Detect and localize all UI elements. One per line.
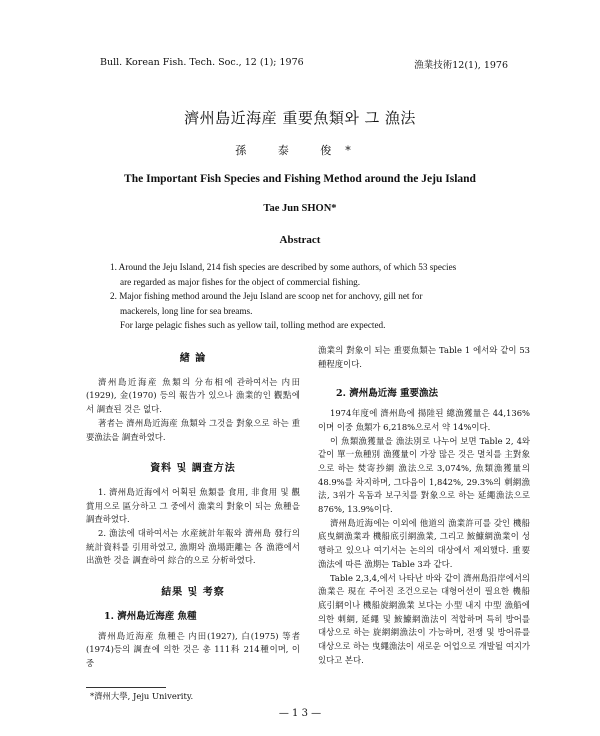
author-english: Tae Jun SHON*: [263, 203, 337, 214]
right-column: [318, 344, 530, 667]
abstract-body: [110, 260, 510, 333]
methods-heading: 資料 및 調査方法: [150, 463, 236, 475]
paragraph: Table 2,3,4,에서 나타난 바와 같이 濟州島沿岸에서의 漁業은 現在 주어진 조건으로는 대형어선이 필요한 機船底引網이나 機船旋網漁業 보다는 小型 내지 中型 漁船에 의한 刺網, 延繩 및 鮟鱇網漁法이 적합하며 특히 방어를 대상으로 하는 旋網網漁法이 가능하며, 전쟁 및 방어류를 대상으로 하는 曳繩漁法이 새로운 어업으로 개발될 여지가 있다고 본다.: [318, 572, 530, 665]
paper-title-korean: 濟州島近海産 重要魚類와 그 漁法: [184, 109, 416, 127]
results-heading: 結果 및 考察: [161, 587, 225, 599]
footnote-rule: [86, 687, 166, 688]
journal-citation-korean: 漁業技術12(1), 1976: [414, 60, 508, 71]
paragraph: 1. 濟州島近海에서 어획된 魚類를 食用, 非食用 및 觀賞用으로 區分하고 그 중에서 漁業의 對象이 되는 魚種을 調査하였다.: [86, 486, 300, 525]
paragraph: 著者는 濟州島近海産 魚類와 그것을 對象으로 하는 重要漁法을 調査하였다.: [86, 417, 300, 442]
abstract-line: 2. Major fishing method around the Jeju Island are scoop net for anchovy, gill net for: [110, 291, 423, 302]
footnote: *濟州大學, Jeju Univerity.: [90, 691, 194, 701]
paragraph: 1974年度에 濟州島에 揚陸된 總漁獲量은 44,136%이며 이중 魚類가 6,218%으로서 약 14%이다.: [318, 408, 530, 432]
abstract-heading: Abstract: [279, 234, 321, 246]
paragraph: 濟州島近海産 魚種은 内田(1927), 白(1975) 等者(1974)등의 調査에 의한 것은 총 111科 214種이며, 이 중: [86, 630, 300, 668]
paragraph: 漁業의 對象이 되는 重要魚類는 Table 1 에서와 같이 53種程度이다.: [318, 345, 530, 369]
abstract-line: 1. Around the Jeju Island, 214 fish species are described by some authors, of which 53 species: [110, 262, 457, 272]
subsection-heading: 2. 濟州島近海 重要漁法: [336, 388, 439, 400]
left-column: [86, 344, 300, 671]
abstract-line: mackerels, long line for sea breams.: [120, 305, 253, 316]
abstract-line: For large pelagic fishes such as yellow tail, tolling method are expected.: [120, 320, 386, 331]
paragraph: 2. 漁法에 대하여서는 水産統計年報와 濟州島 發行의 統計資料를 引用하였고, 漁期와 漁場距離는 各 漁港에서 出漁한 것을 調査하여 綜合的으로 分析하였다.: [86, 528, 300, 566]
paragraph: 이 魚類漁獲量을 漁法別로 나누어 보면 Table 2, 4와 같이 單一魚種別 漁獲量이 가장 많은 것은 멸치를 主對象으로 하는 焚寄抄網 漁法으로 3,074%, 魚類漁獲量의 48.9%를 차지하며, 그다음이 1,842%, 29.3%의 刺網漁法, 3위가 옥돔과 보구치를 對象으로 하는 延繩漁法으로 876%, 13.9%이다.: [318, 435, 530, 515]
paper-title-english: The Important Fish Species and Fishing Method around the Jeju Island: [124, 173, 476, 185]
abstract-line: are regarded as major fishes for the object of commercial fishing.: [120, 276, 361, 287]
page-number: — 1 3 —: [278, 708, 322, 719]
subsection-heading: 1. 濟州島近海産 魚種: [104, 610, 197, 622]
journal-citation: Bull. Korean Fish. Tech. Soc., 12 (1); 1976: [100, 57, 304, 68]
paragraph: 濟州島近海에는 이외에 他道의 漁業許可를 갖인 機船底曳網漁業과 機船底引網漁業, 그리고 鮟鱇網漁業이 성행하고 있으나 여기서는 논의의 대상에서 제외했다. 重要漁法에 따른 漁期는 Table 3과 같다.: [318, 517, 530, 569]
paragraph: 濟州島近海産 魚類의 分布相에 관하여서는 内田(1929), 金(1970) 등의 報告가 있으나 漁業的인 觀點에서 調査된 것은 없다.: [86, 376, 300, 415]
author-korean: 孫 泰 俊*: [235, 144, 365, 157]
introduction-heading: 緖 論: [179, 353, 207, 364]
